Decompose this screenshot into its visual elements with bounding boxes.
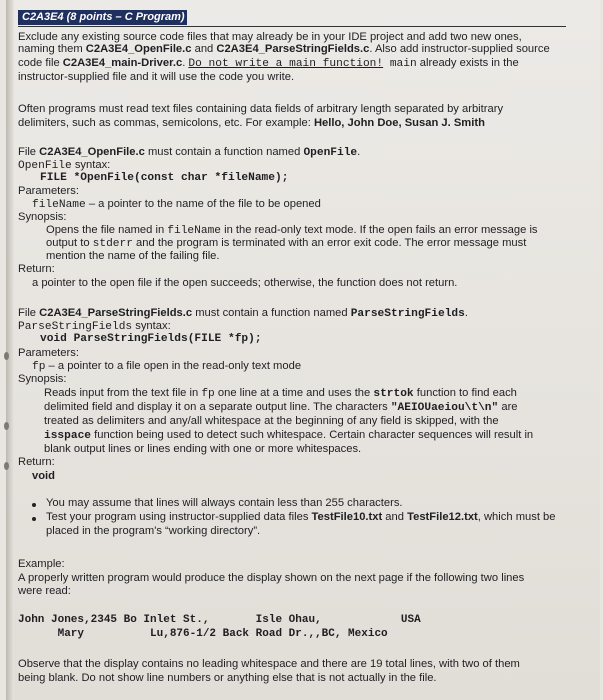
openfile-synopsis-1: Opens the file named in fileName in the read-only text mode. If the open fails an error message is: [46, 224, 538, 237]
document-page: [6, 0, 600, 700]
intro-line-4: instructor-supplied file and it will use the code you write.: [18, 71, 295, 83]
parse-return-label: Return:: [18, 456, 55, 468]
assignment-title: C2A3E4 (8 points – C Program): [18, 10, 187, 25]
openfile-synopsis-label: Synopsis:: [18, 211, 67, 223]
example-line-2: were read:: [18, 585, 71, 597]
openfile-return-text: a pointer to the open file if the open succeeds; otherwise, the function does not return.: [32, 277, 458, 289]
openfile-params-label: Parameters:: [18, 185, 79, 197]
main-warning-text: Do not write a main function!: [188, 58, 384, 70]
openfile-syntax-label: OpenFile syntax:: [18, 159, 111, 172]
binder-hole: [4, 352, 9, 360]
openfile-synopsis-3: mention the name of the failing file.: [46, 250, 220, 262]
parse-params-label: Parameters:: [18, 347, 79, 359]
parse-syntax: void ParseStringFields(FILE *fp);: [40, 333, 262, 345]
parse-synopsis-label: Synopsis:: [18, 373, 67, 385]
example-data-line-2: Mary Lu,876-1/2 Back Road Dr.,,BC, Mexico: [18, 628, 388, 640]
intro-line-2: naming them C2A3E4_OpenFile.c and C2A3E4_ParseStringFields.c. Also add instructor-supplied source: [18, 43, 550, 55]
parse-heading: File C2A3E4_ParseStringFields.c must contain a function named ParseStringFields.: [18, 307, 468, 320]
binder-hole: [4, 422, 9, 430]
example-data-line-1: John Jones,2345 Bo Inlet St., Isle Ohau, USA: [18, 614, 421, 626]
bullet-dot: [32, 517, 36, 521]
bullet-dot: [32, 503, 36, 507]
parse-synopsis-3: treated as delimiters and any/all whitespace at the beginning of any field is skipped, with the: [44, 415, 499, 427]
para2-line-1: Often programs must read text files containing data fields of arbitrary length separated by arbitrary: [18, 103, 504, 115]
openfile-synopsis-2: output to stderr and the program is terminated with an error exit code. The error message must: [46, 237, 527, 250]
binder-hole: [4, 462, 9, 470]
parse-param: fp – a pointer to a file open in the read-only text mode: [32, 360, 302, 373]
parse-synopsis-1: Reads input from the text file in fp one line at a time and uses the strtok function to find each: [44, 387, 517, 400]
example-label: Example:: [18, 558, 65, 570]
parse-syntax-label: ParseStringFields syntax:: [18, 320, 171, 333]
observe-line-1: Observe that the display contains no leading whitespace and there are 19 total lines, with two of them: [18, 658, 520, 670]
parse-synopsis-4: isspace function being used to detect such whitespace. Certain character sequences will result in: [44, 429, 534, 442]
bullet-1: You may assume that lines will always contain less than 255 characters.: [46, 497, 403, 509]
bullet-2: Test your program using instructor-supplied data files TestFile10.txt and TestFile12.txt, which must be: [46, 511, 556, 523]
title-rule: [18, 26, 566, 27]
openfile-syntax: FILE *OpenFile(const char *fileName);: [40, 172, 289, 184]
bullet-2-cont: placed in the program's “working directory”.: [46, 525, 261, 537]
page-edge-shadow: [6, 0, 14, 700]
openfile-param: fileName – a pointer to the name of the file to be opened: [32, 198, 321, 211]
parse-synopsis-5: blank output lines or lines ending with one or more whitespaces.: [44, 443, 362, 455]
example-line-1: A properly written program would produce the display shown on the next page if the following two lines: [18, 572, 525, 584]
openfile-return-label: Return:: [18, 263, 55, 275]
para2-line-2: delimiters, such as commas, semicolons, etc. For example: Hello, John Doe, Susan J. Smith: [18, 117, 485, 129]
parse-synopsis-2: delimited field and display it on a separate output line. The characters "AEIOUaeiou\t\n" are: [44, 401, 518, 414]
intro-line-3: code file C2A3E4_main-Driver.c. Do not write a main function! main already exists in the: [18, 57, 519, 70]
intro-line-1: Exclude any existing source code files that may already be in your IDE project and add two new ones,: [18, 31, 522, 43]
openfile-heading: File C2A3E4_OpenFile.c must contain a function named OpenFile.: [18, 146, 361, 159]
parse-return-text: void: [32, 470, 55, 482]
observe-line-2: being blank. Do not show line numbers or anything else that is not actually in the file.: [18, 672, 437, 684]
